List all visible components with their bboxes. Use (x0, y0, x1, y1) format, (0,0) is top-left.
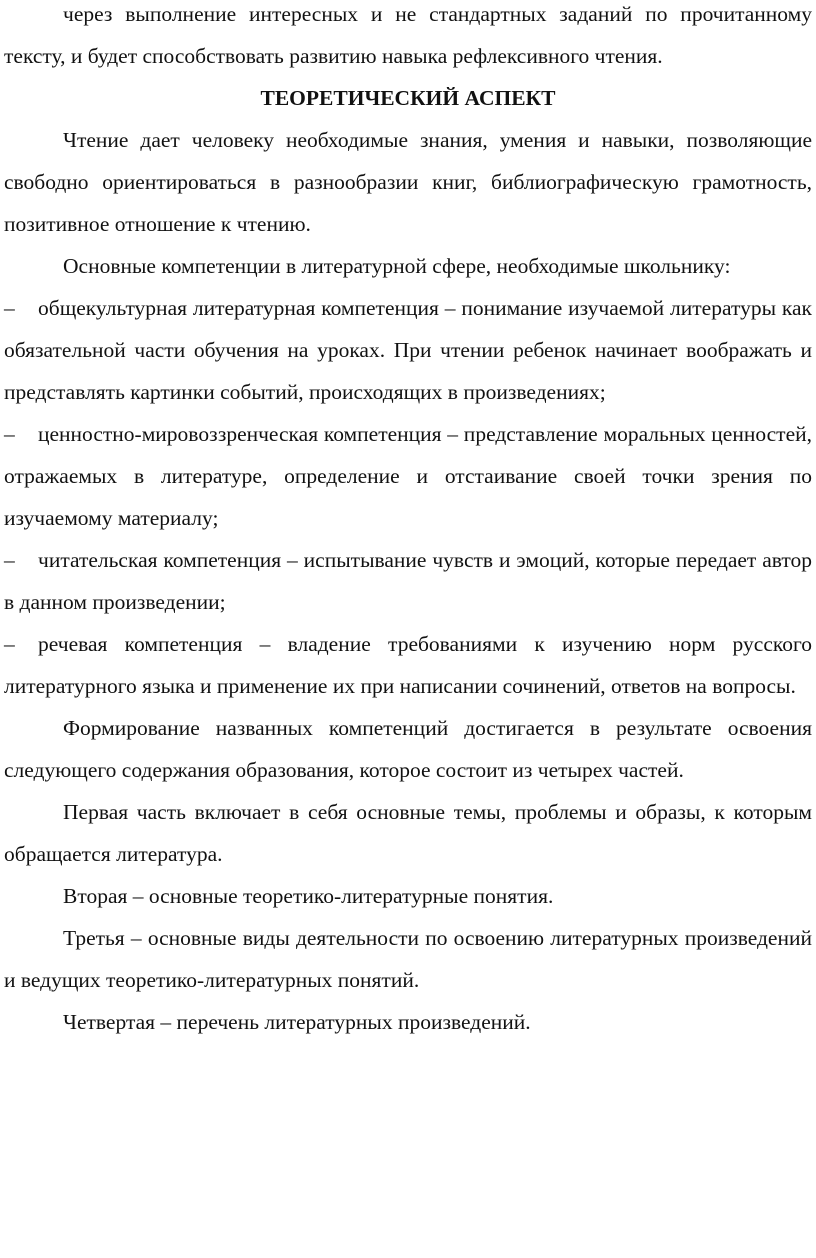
list-item-text: общекультурная литературная компетенция – понимание изучаемой литературы как обязательной части обучения на уроках. При чтении ребенок начинает воображать и представлять картинки событий, происходящих в произведениях; (4, 296, 812, 404)
paragraph-reading-benefits: Чтение дает человеку необходимые знания, умения и навыки, позволяющие свободно ориентироваться в разнообразии книг, библиографическую грамотность, позитивное отношение к чтению. (4, 128, 812, 236)
paragraph-part-two: Вторая – основные теоретико-литературные понятия. (63, 884, 554, 908)
intro-paragraph-tail: через выполнение интересных и не стандартных заданий по прочитанному тексту, и будет способствовать развитию навыка рефлексивного чтения. (4, 2, 812, 68)
list-item (4, 413, 812, 539)
list-item (4, 623, 812, 707)
paragraph-part-one: Первая часть включает в себя основные темы, проблемы и образы, к которым обращается литература. (4, 800, 812, 866)
list-item-text: читательская компетенция – испытывание чувств и эмоций, которые передает автор в данном произведении; (4, 548, 812, 614)
paragraph-part-three: Третья – основные виды деятельности по освоению литературных произведений и ведущих теоретико-литературных понятий. (4, 926, 812, 992)
list-dash-marker: – (4, 422, 15, 446)
list-item-text: речевая компетенция – владение требованиями к изучению норм русского литературного языка и применение их при написании сочинений, ответов на вопросы. (4, 632, 812, 698)
list-item (4, 287, 812, 413)
list-dash-marker: – (4, 548, 15, 572)
list-item-text: ценностно-мировоззренческая компетенция – представление моральных ценностей, отражаемых в литературе, определение и отстаивание своей точки зрения по изучаемому материалу; (4, 422, 812, 530)
document-page (4, 0, 812, 1043)
section-heading: ТЕОРЕТИЧЕСКИЙ АСПЕКТ (260, 86, 556, 110)
paragraph-part-four: Четвертая – перечень литературных произведений. (63, 1010, 531, 1034)
list-dash-marker: – (4, 632, 15, 656)
paragraph-content-parts: Формирование названных компетенций достигается в результате освоения следующего содержания образования, которое состоит из четырех частей. (4, 716, 812, 782)
paragraph-competencies-intro: Основные компетенции в литературной сфере, необходимые школьнику: (63, 254, 731, 278)
list-item (4, 539, 812, 623)
list-dash-marker: – (4, 296, 15, 320)
